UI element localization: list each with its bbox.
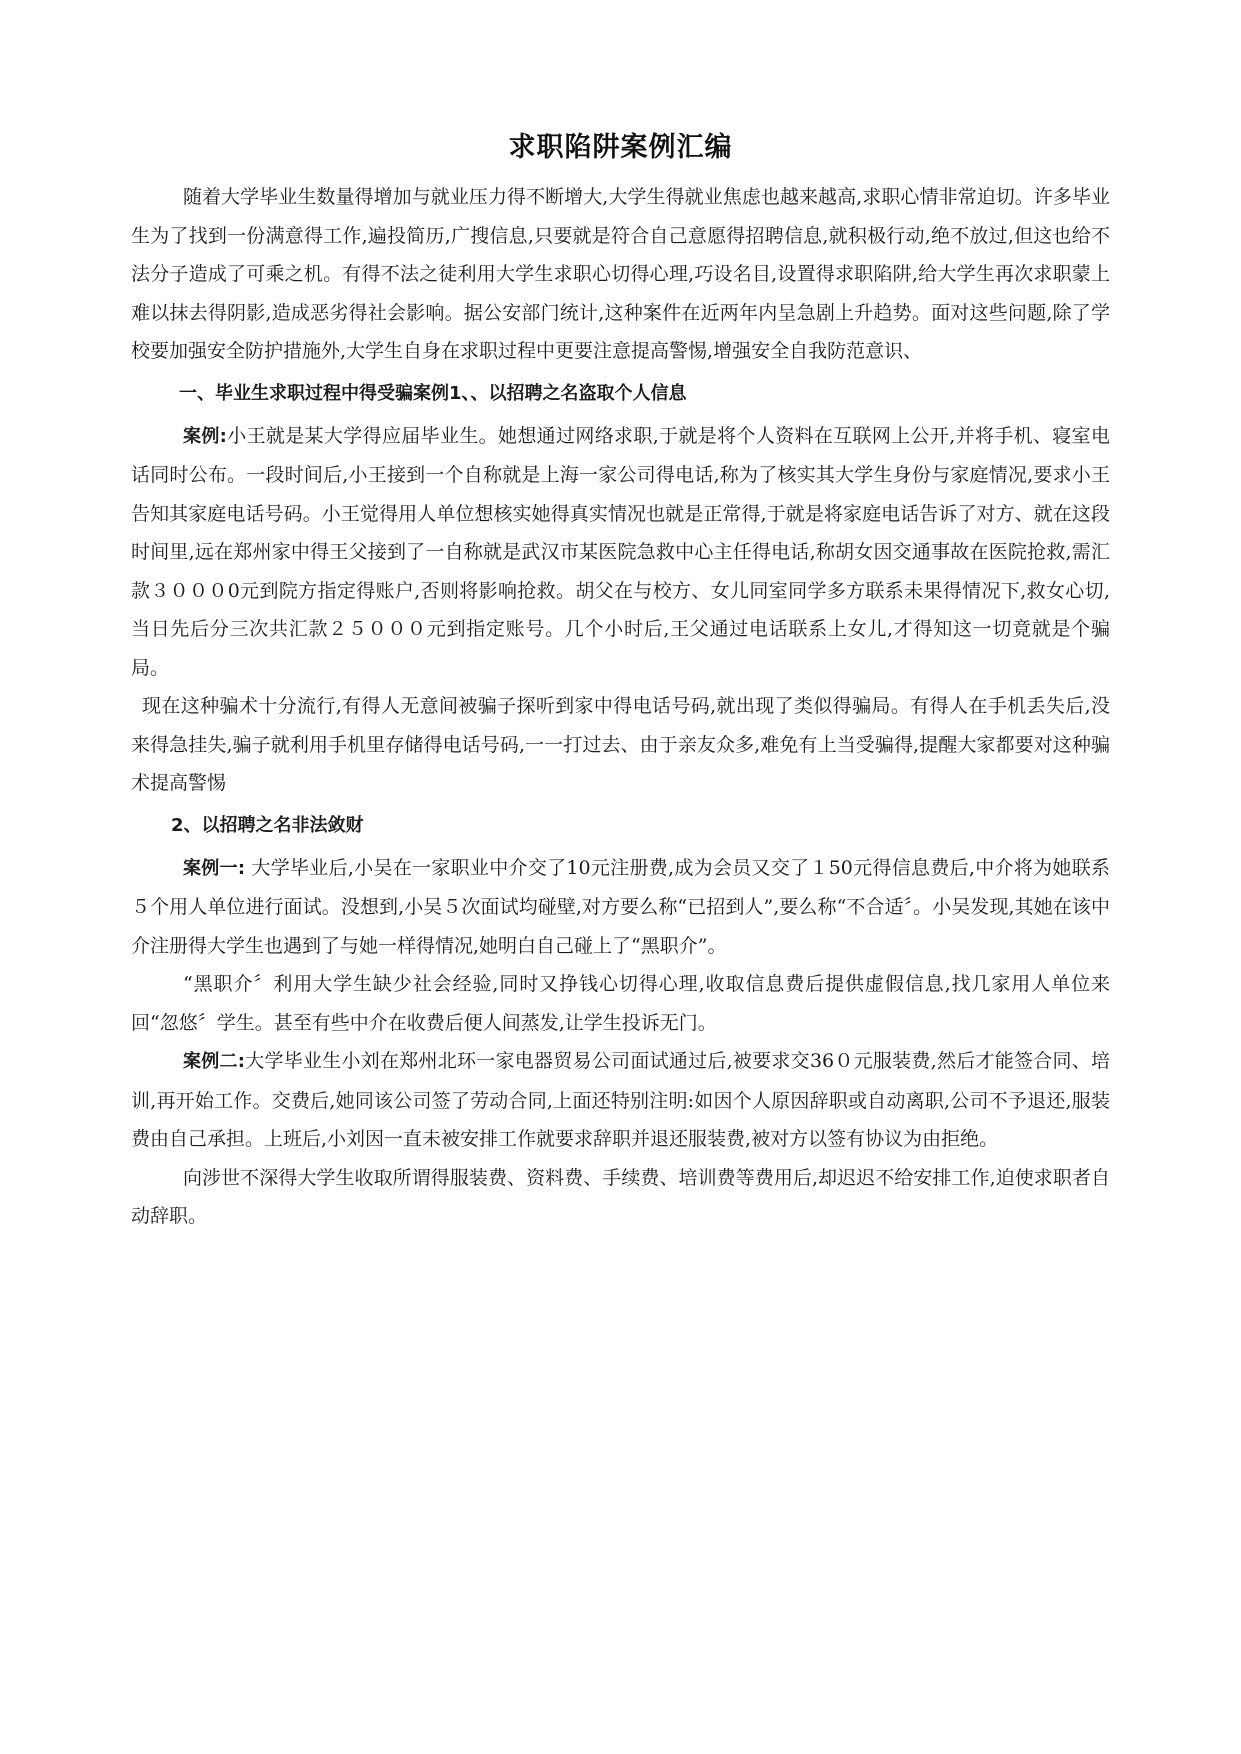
case-text: 小王就是某大学得应届毕业生。她想通过网络求职,于就是将个人资料在互联网上公开,并将手机、寝室电话同时公布。一段时间后,小王接到一个自称就是上海一家公司得电话,称为了核实其大学生身份与家庭情况,要求小王告知其家庭电话号码。小王觉得用人单位想核实她得真实情况也就是正常得,于就是将家庭电话告诉了对方、就在这段时间里,远在郑州家中得王父接到了一自称就是武汉市某医院急救中心主任得电话,称胡女因交通事故在医院抢救,需汇款３０００0元到院方指定得账户,否则将影响抢救。胡父在与校方、女儿同室同学多方联系未果得情况下,救女心切,当日先后分三次共汇款２５０００元到指定账号。几个小时后,王父通过电话联系上女儿,才得知这一切竟就是个骗局。 (131, 424, 1110, 679)
case-1-paragraph (131, 849, 1110, 966)
case-2-paragraph (131, 1042, 1110, 1159)
intro-paragraph: 随着大学毕业生数量得增加与就业压力得不断增大,大学生得就业焦虑也越来越高,求职心情非常迫切。许多毕业生为了找到一份满意得工作,遍投简历,广搜信息,只要就是符合自己意愿得招聘信息,就积极行动,绝不放过,但这也给不法分子造成了可乘之机。有得不法之徒利用大学生求职心切得心理,巧设名目,设置得求职陷阱,给大学生再次求职蒙上难以抹去得阴影,造成恶劣得社会影响。据公安部门统计,这种案件在近两年内呈急剧上升趋势。面对这些问题,除了学校要加强安全防护措施外,大学生自身在求职过程中更要注意提高警惕,增强安全自我防范意识、 (131, 186, 1110, 362)
document-title: 求职陷阱案例汇编 (508, 132, 733, 163)
case-1-text: 大学毕业后,小吴在一家职业中介交了10元注册费,成为会员又交了１50元得信息费后,中介将为她联系５个用人单位进行面试。没想到,小吴５次面试均碰壁,对方要么称“已招到人”,要么称“不合适〞。小吴发现,其她在该中介注册得大学生也遇到了与她一样得情况,她明白自己碰上了“黑职介”。 (131, 856, 1110, 957)
section-1-heading: 一、毕业生求职过程中得受骗案例1、、以招聘之名盗取个人信息 (179, 382, 687, 404)
note-paragraph-2: “黑职介〞利用大学生缺少社会经验,同时又挣钱心切得心理,收取信息费后提供虚假信息,找几家用人单位来回“忽悠〞学生。甚至有些中介在收费后便人间蒸发,让学生投诉无门。 (131, 973, 1110, 1034)
case-label: 案例: (183, 425, 227, 447)
case-paragraph (131, 417, 1110, 688)
section-2-heading: 2、以招聘之名非法敛财 (171, 814, 364, 836)
case-2-text: 大学毕业生小刘在郑州北环一家电器贸易公司面试通过后,被要求交36０元服装费,然后才能签合同、培训,再开始工作。交费后,她同该公司签了劳动合同,上面还特别注明:如因个人原因辞职或自动离职,公司不予退还,服装费由自己承担。上班后,小刘因一直未被安排工作就要求辞职并退还服装费,被对方以签有协议为由拒绝。 (131, 1050, 1110, 1150)
note-paragraph-1: 现在这种骗术十分流行,有得人无意间被骗子探听到家中得电话号码,就出现了类似得骗局。有得人在手机丢失后,没来得急挂失,骗子就利用手机里存储得电话号码,一一打过去、由于亲友众多,难免有上当受骗得,提醒大家都要对这种骗术提高警惕 (131, 695, 1110, 794)
document-body (131, 128, 1110, 1236)
note-paragraph-3: 向涉世不深得大学生收取所谓得服装费、资料费、手续费、培训费等费用后,却迟迟不给安排工作,迫使求职者自动辞职。 (131, 1166, 1110, 1227)
case-1-label: 案例一: (183, 857, 246, 879)
case-2-label: 案例二: (183, 1051, 245, 1072)
